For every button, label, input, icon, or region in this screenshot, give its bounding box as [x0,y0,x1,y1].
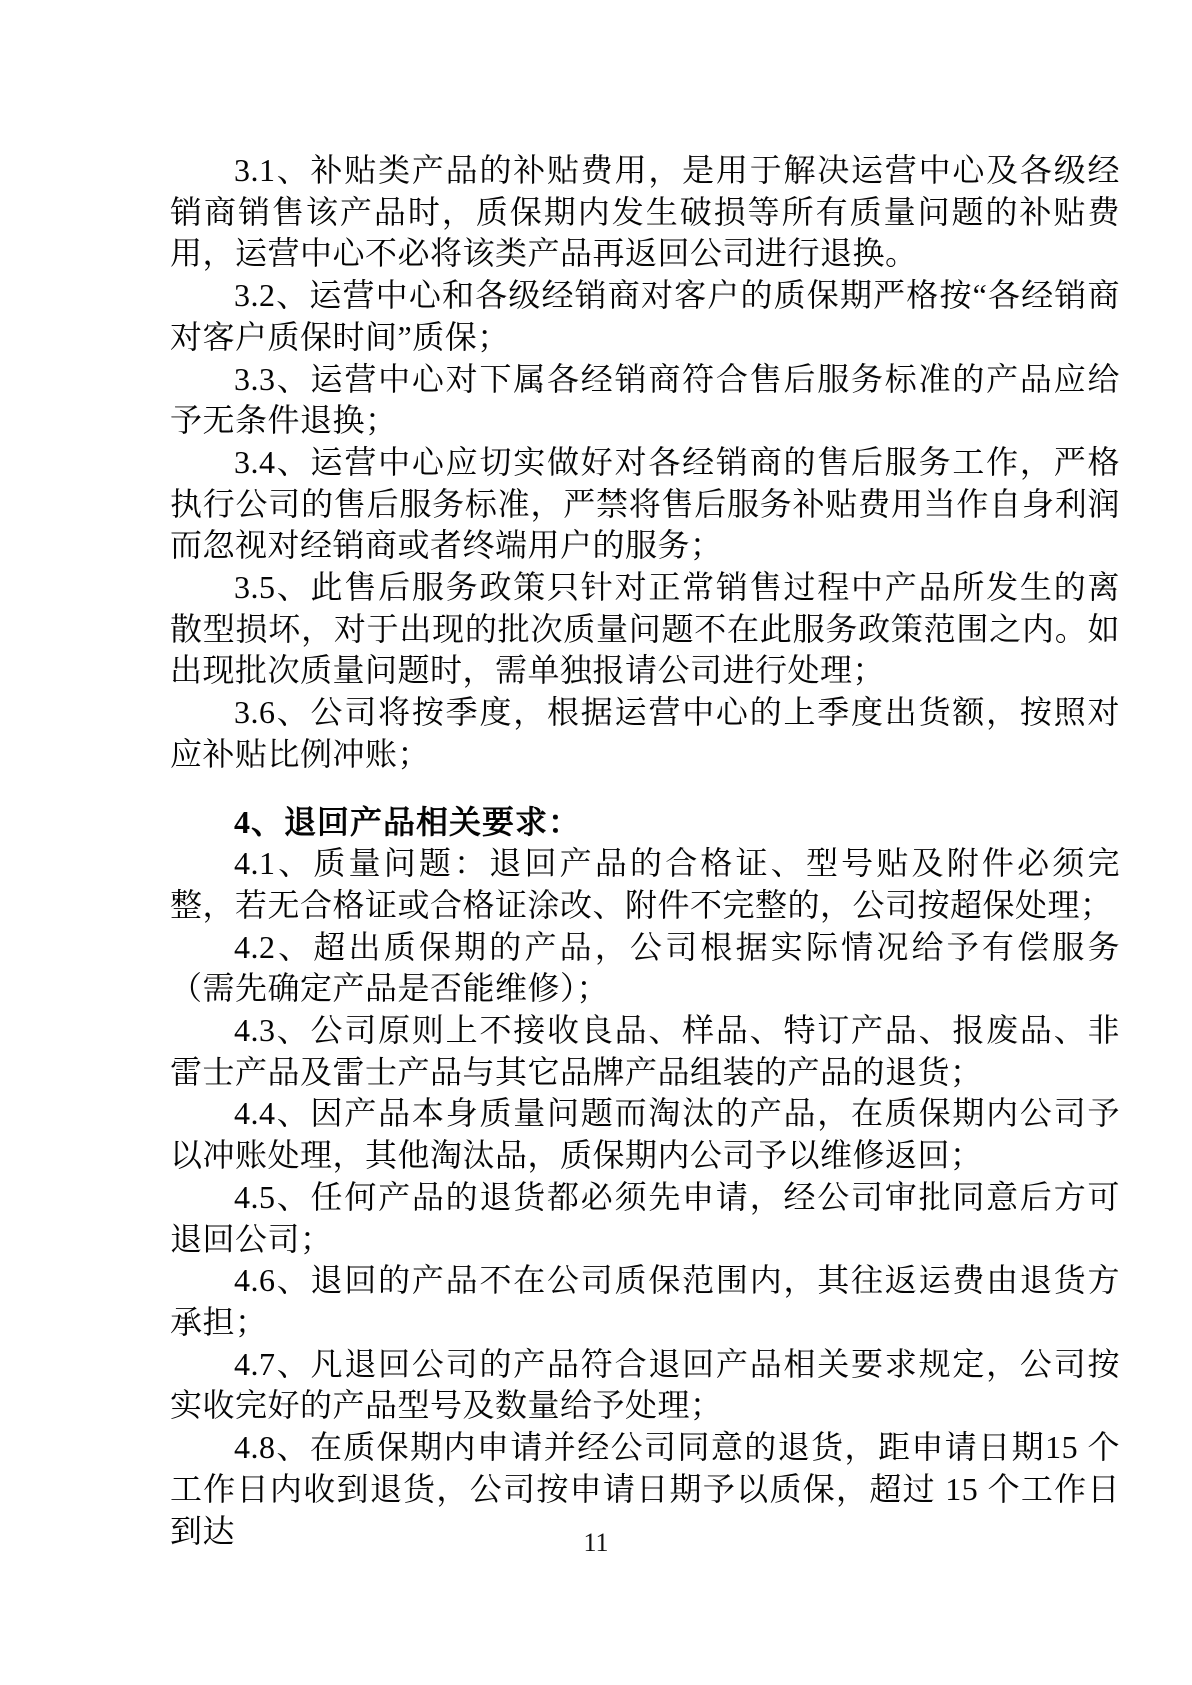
document-body [170,150,1120,1552]
paragraph-4-7: 4.7、凡退回公司的产品符合退回产品相关要求规定，公司按实收完好的产品型号及数量给予处理； [170,1345,1120,1424]
paragraph-4-1: 4.1、质量问题：退回产品的合格证、型号贴及附件必须完整，若无合格证或合格证涂改、附件不完整的，公司按超保处理； [170,845,1120,923]
page-number: 11 [583,1528,609,1557]
paragraph-4-2: 4.2、超出质保期的产品，公司根据实际情况给予有偿服务（需先确定产品是否能维修）； [170,928,1120,1007]
section-heading-returns: 4、退回产品相关要求： [234,803,582,840]
paragraph-4-8: 4.8、在质保期内申请并经公司同意的退货，距申请日期15 个工作日内收到退货，公司按申请日期予以质保，超过 15 个工作日到达 [170,1429,1120,1549]
paragraph-4-4: 4.4、因产品本身质量问题而淘汰的产品，在质保期内公司予以冲账处理，其他淘汰品，质保期内公司予以维修返回； [170,1095,1120,1174]
paragraph-3-2: 3.2、运营中心和各级经销商对客户的质保期严格按“各经销商对客户质保时间”质保； [170,277,1120,355]
paragraph-4-3: 4.3、公司原则上不接收良品、样品、特订产品、报废品、非雷士产品及雷士产品与其它品牌产品组装的产品的退货； [170,1012,1120,1090]
paragraph-3-1: 3.1、补贴类产品的补贴费用，是用于解决运营中心及各级经销商销售该产品时，质保期内发生破损等所有质量问题的补贴费用，运营中心不必将该类产品再返回公司进行退换。 [170,152,1120,272]
paragraph-3-6: 3.6、公司将按季度，根据运营中心的上季度出货额，按照对应补贴比例冲账； [170,694,1120,772]
paragraph-3-5: 3.5、此售后服务政策只针对正常销售过程中产品所发生的离散型损坏，对于出现的批次质量问题不在此服务政策范围之内。如出现批次质量问题时，需单独报请公司进行处理； [170,569,1120,689]
paragraph-3-3: 3.3、运营中心对下属各经销商符合售后服务标准的产品应给予无条件退换； [170,360,1120,439]
paragraph-3-4: 3.4、运营中心应切实做好对各经销商的售后服务工作，严格执行公司的售后服务标准，严禁将售后服务补贴费用当作自身利润而忽视对经销商或者终端用户的服务； [170,443,1120,564]
paragraph-4-5: 4.5、任何产品的退货都必须先申请，经公司审批同意后方可退回公司； [170,1178,1120,1257]
paragraph-4-6: 4.6、退回的产品不在公司质保范围内，其往返运费由退货方承担； [170,1262,1120,1340]
